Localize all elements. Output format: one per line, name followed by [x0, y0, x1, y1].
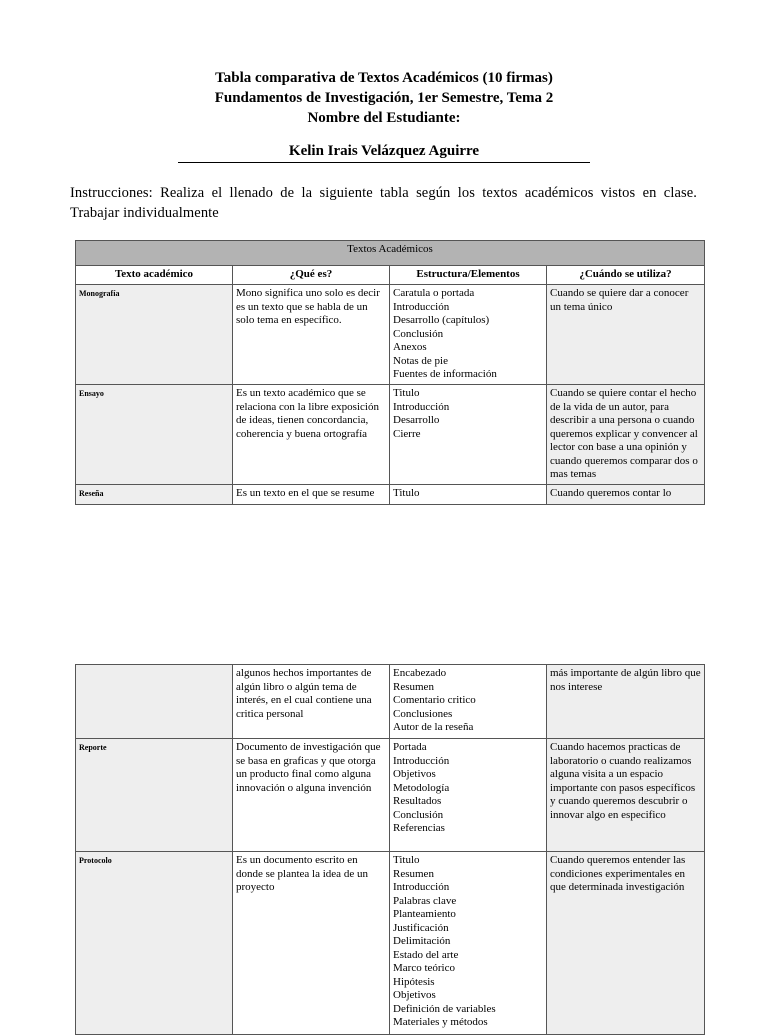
- column-header: Texto académico: [76, 266, 233, 285]
- structure-item: Introducción: [393, 300, 450, 313]
- column-header: Estructura/Elementos: [390, 266, 547, 285]
- row-structure: [390, 739, 547, 852]
- table-caption-row: [76, 241, 705, 266]
- structure-item: Referencias: [393, 822, 445, 834]
- structure-item: Titulo: [393, 854, 420, 866]
- row-what: algunos hechos importantes de algún libro o algún tema de interés, en el cual contiene una critica personal: [233, 665, 390, 739]
- row-structure: [390, 485, 547, 505]
- table-row: [76, 665, 705, 739]
- structure-item: Desarrollo (capítulos): [393, 314, 490, 326]
- student-name: Kelin Irais Velázquez Aguirre: [178, 141, 590, 163]
- table-row: [76, 385, 705, 485]
- comparison-table-continued: [75, 664, 705, 1035]
- structure-item: Conclusión: [393, 808, 444, 821]
- row-when: Cuando se quiere dar a conocer un tema único: [547, 285, 705, 385]
- structure-list: [393, 854, 543, 1032]
- structure-item: Fuentes de información: [393, 368, 497, 380]
- row-structure: [390, 385, 547, 485]
- row-when: Cuando queremos contar lo: [547, 485, 705, 505]
- structure-item: Caratula o portada: [393, 287, 475, 299]
- table-caption: Textos Académicos: [76, 241, 705, 266]
- row-name: Ensayo: [76, 385, 233, 485]
- row-name: Reporte: [76, 739, 233, 852]
- structure-item: Introducción: [393, 400, 450, 413]
- row-what-text: Es un documento escrito en donde se plantea la idea de un proyecto: [236, 854, 368, 893]
- row-name: [76, 852, 233, 1035]
- table-row: [76, 739, 705, 852]
- structure-item: Titulo: [393, 387, 420, 399]
- structure-item: Objetivos: [393, 989, 436, 1001]
- document-header: [0, 68, 768, 128]
- structure-item: Estado del arte: [393, 948, 459, 961]
- structure-item: Metodología: [393, 781, 450, 794]
- structure-item: Definición de variables: [393, 1002, 496, 1015]
- structure-item: Materiales y métodos: [393, 1016, 488, 1028]
- row-structure: [390, 285, 547, 385]
- structure-item: Palabras clave: [393, 894, 457, 907]
- structure-item: Justificación: [393, 921, 449, 934]
- row-what: Es un texto en el que se resume: [233, 485, 390, 505]
- instructions-text: Instrucciones: Realiza el llenado de la siguiente tabla según los textos académicos vistos en clase. Trabajar individualmente: [70, 185, 697, 221]
- row-what: Mono significa uno solo es decir es un texto que se habla de un solo tema en específico.: [233, 285, 390, 385]
- row-name: [76, 665, 233, 739]
- structure-item: Encabezado: [393, 667, 447, 679]
- structure-item: Delimitación: [393, 935, 451, 947]
- row-when: Cuando hacemos practicas de laboratorio o cuando realizamos alguna visita a un espacio importante con pasos específicos y cuando queremos descubrir o innovar algo en especifico: [547, 739, 705, 852]
- structure-item: Comentario critico: [393, 694, 476, 706]
- row-name: Monografía: [76, 285, 233, 385]
- row-when: [547, 852, 705, 1035]
- document-title: Tabla comparativa de Textos Académicos (10 firmas): [215, 70, 553, 86]
- structure-item: Planteamiento: [393, 908, 456, 920]
- structure-item: Titulo: [393, 487, 420, 499]
- table-row: [76, 852, 705, 1035]
- structure-item: Conclusión: [393, 327, 444, 340]
- student-label: Nombre del Estudiante:: [307, 110, 461, 126]
- column-header: ¿Cuándo se utiliza?: [547, 266, 705, 285]
- structure-item: Introducción: [393, 881, 450, 893]
- column-header: ¿Qué es?: [233, 266, 390, 285]
- structure-item: Autor de la reseña: [393, 721, 474, 733]
- structure-item: Cierre: [393, 427, 421, 440]
- row-when: más importante de algún libro que nos interese: [547, 665, 705, 739]
- row-name-text: Protocolo: [79, 856, 112, 865]
- row-structure: [390, 665, 547, 739]
- structure-item: Desarrollo: [393, 414, 440, 426]
- row-structure: [390, 852, 547, 1035]
- comparison-table: [75, 240, 705, 505]
- structure-item: Resumen: [393, 867, 434, 880]
- table-row: [76, 485, 705, 505]
- structure-item: Marco teórico: [393, 962, 455, 974]
- row-what: [233, 852, 390, 1035]
- structure-item: Resumen: [393, 680, 434, 693]
- structure-item: Portada: [393, 741, 427, 753]
- structure-item: Hipótesis: [393, 975, 435, 988]
- table-header-row: [76, 266, 705, 285]
- table-row: [76, 285, 705, 385]
- row-what: Documento de investigación que se basa en graficas y que otorga un producto final como alguna innovación o alguna invención: [233, 739, 390, 852]
- structure-item: Introducción: [393, 754, 450, 767]
- row-name: Reseña: [76, 485, 233, 505]
- structure-item: Anexos: [393, 341, 427, 353]
- row-what: Es un texto académico que se relaciona con la libre exposición de ideas, tienen concordancia, coherencia y buena ortografía: [233, 385, 390, 485]
- row-when: Cuando se quiere contar el hecho de la vida de un autor, para describir a una persona o cuando queremos explicar y convencer al lector con base a una opinión y cuando queremos comparar dos o mas temas: [547, 385, 705, 485]
- structure-item: Objetivos: [393, 768, 436, 780]
- structure-item: Resultados: [393, 795, 442, 807]
- document-subtitle: Fundamentos de Investigación, 1er Semestre, Tema 2: [214, 90, 554, 106]
- row-when-text: Cuando queremos entender las condiciones experimentales en que determinada investigación: [550, 854, 686, 893]
- structure-item: Notas de pie: [393, 354, 448, 367]
- structure-item: Conclusiones: [393, 707, 453, 720]
